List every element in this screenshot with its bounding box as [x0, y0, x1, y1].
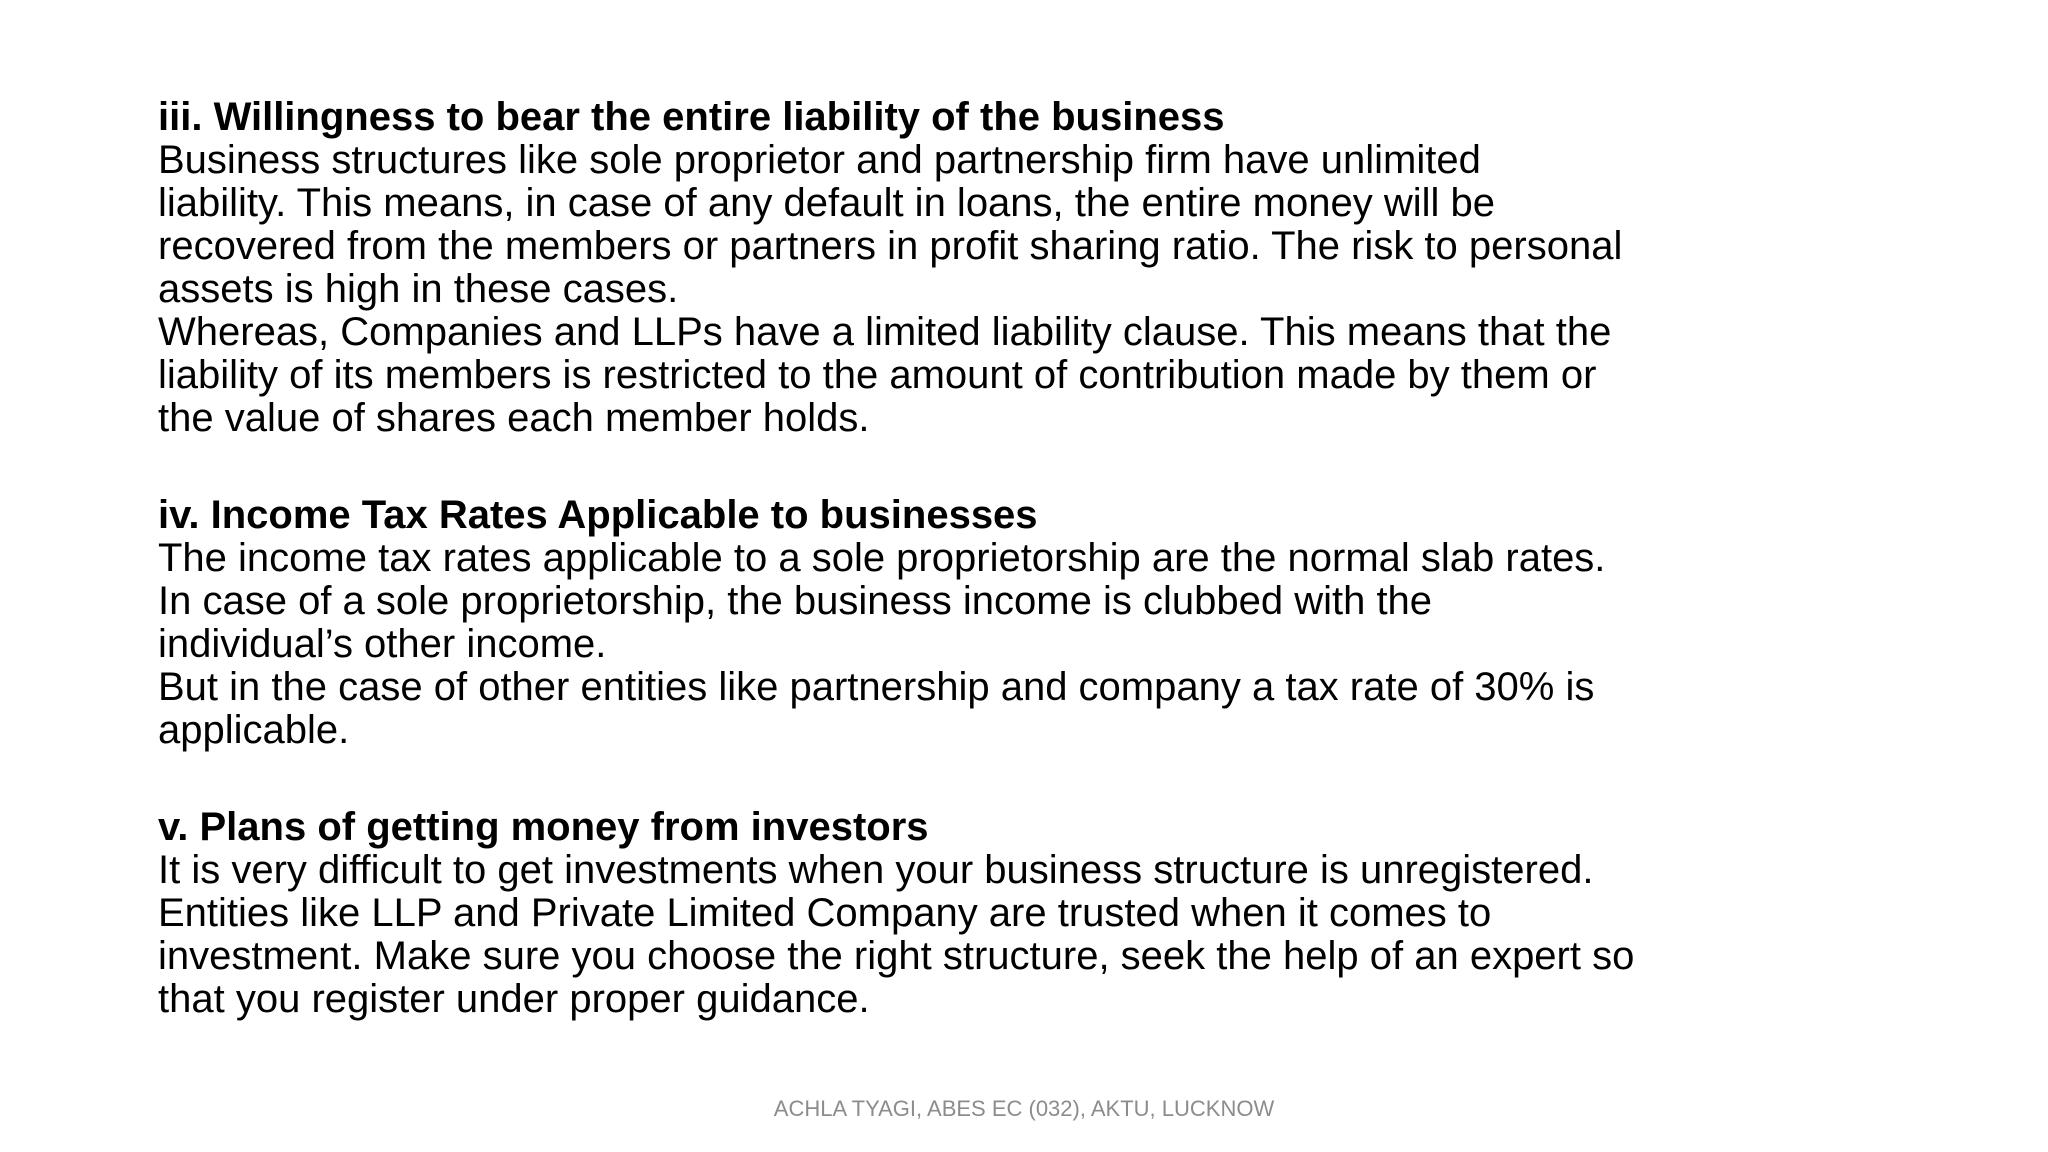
body-line: individual’s other income.: [158, 622, 607, 666]
section-title: iii. Willingness to bear the entire liability of the business: [158, 95, 1225, 139]
section-liability: [158, 96, 1918, 440]
body-line: liability. This means, in case of any default in loans, the entire money will be: [158, 181, 1495, 225]
body-line: But in the case of other entities like partnership and company a tax rate of 30% is: [158, 665, 1595, 709]
body-line: assets is high in these cases.: [158, 267, 679, 311]
body-line: the value of shares each member holds.: [158, 396, 870, 440]
section-title: iv. Income Tax Rates Applicable to businesses: [158, 493, 1038, 537]
body-line: The income tax rates applicable to a sole proprietorship are the normal slab rates.: [158, 536, 1606, 580]
body-line: liability of its members is restricted to the amount of contribution made by them or: [158, 353, 1597, 397]
body-line: that you register under proper guidance.: [158, 977, 870, 1021]
body-line: Whereas, Companies and LLPs have a limited liability clause. This means that the: [158, 310, 1612, 354]
body-line: investment. Make sure you choose the right structure, seek the help of an expert so: [158, 934, 1635, 978]
section-title: v. Plans of getting money from investors: [158, 805, 929, 849]
body-line: In case of a sole proprietorship, the business income is clubbed with the: [158, 579, 1433, 623]
section-income-tax: [158, 494, 1918, 752]
body-line: applicable.: [158, 708, 350, 752]
slide-content: [158, 96, 1918, 1075]
section-investors: [158, 806, 1918, 1021]
body-line: Business structures like sole proprietor and partnership firm have unlimited: [158, 138, 1481, 182]
body-line: It is very difficult to get investments when your business structure is unregistered.: [158, 848, 1594, 892]
body-line: recovered from the members or partners in profit sharing ratio. The risk to personal: [158, 224, 1623, 268]
body-line: Entities like LLP and Private Limited Company are trusted when it comes to: [158, 891, 1492, 935]
slide-footer: ACHLA TYAGI, ABES EC (032), AKTU, LUCKNOW: [773, 1096, 1275, 1121]
